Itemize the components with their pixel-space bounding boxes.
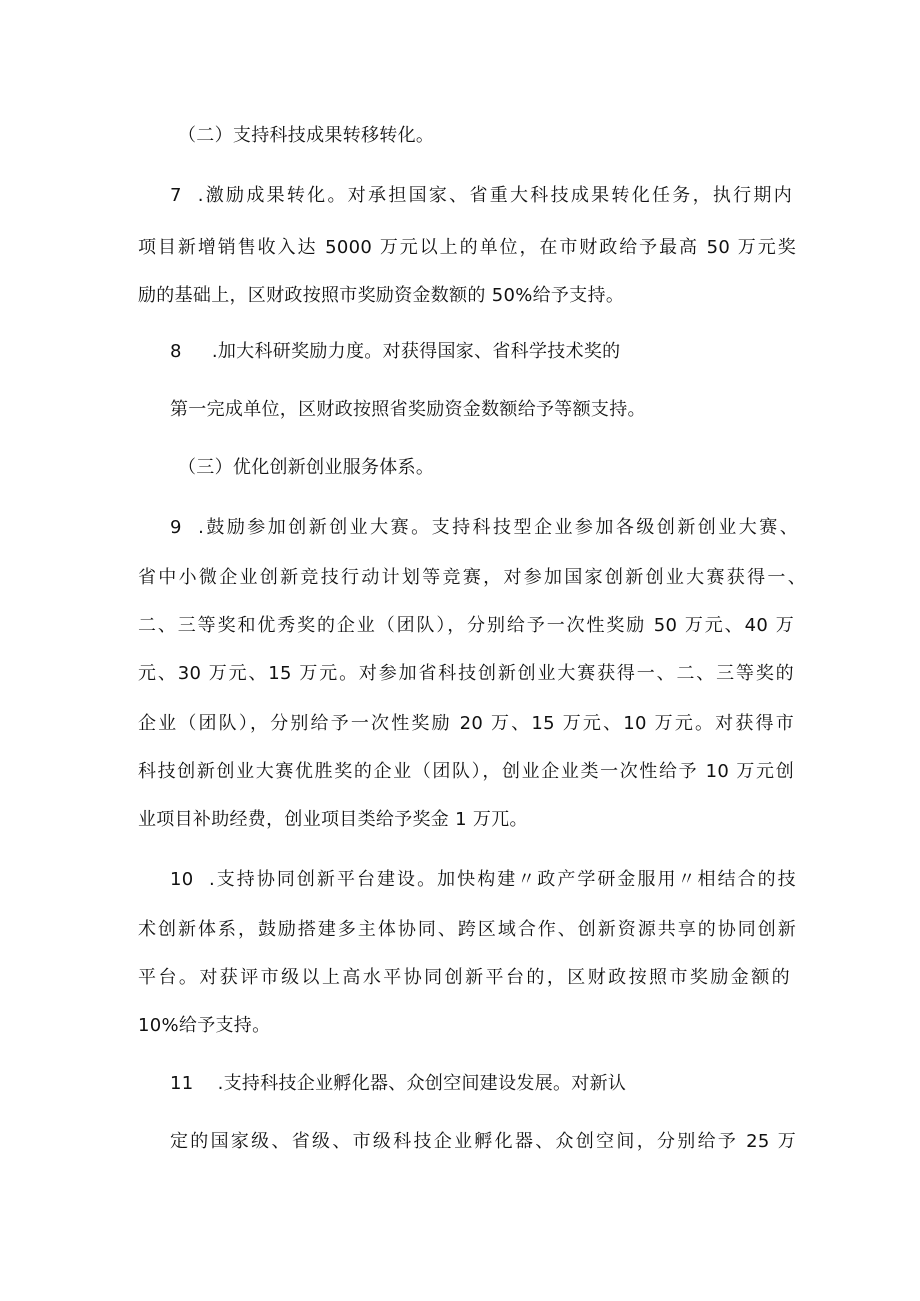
paragraph-9-line-2: 省中小微企业创新竞技行动计划等竞赛，对参加国家创新创业大赛获得一、 — [138, 567, 806, 588]
paragraph-9-line-6: 科技创新创业大赛优胜奖的企业（团队），创业企业类一次性给予 10 万元创 — [138, 761, 794, 782]
paragraph-10-line-3: 平台。对获评市级以上高水平协同创新平台的，区财政按照市奖励金额的 — [138, 967, 790, 988]
paragraph-8-line-2: 第一完成单位，区财政按照省奖励资金数额给予等额支持。 — [170, 399, 646, 420]
paragraph-8-line-1: 8 .加大科研奖励力度。对获得国家、省科学技术奖的 — [170, 341, 621, 362]
section-heading-3: （三）优化创新创业服务体系。 — [178, 457, 435, 478]
paragraph-9-line-5: 企业（团队），分别给予一次性奖励 20 万、15 万元、10 万元。对获得市 — [138, 713, 794, 734]
paragraph-9-line-1: 9 .鼓励参加创新创业大赛。支持科技型企业参加各级创新创业大赛、 — [170, 517, 798, 538]
section-heading-2: （二）支持科技成果转移转化。 — [178, 125, 435, 146]
paragraph-11-line-2: 定的国家级、省级、市级科技企业孵化器、众创空间，分别给予 25 万 — [170, 1131, 796, 1152]
paragraph-7-line-2: 项目新增销售收入达 5000 万元以上的单位，在市财政给予最高 50 万元奖 — [138, 237, 796, 258]
paragraph-7-line-1: 7 .激励成果转化。对承担国家、省重大科技成果转化任务，执行期内 — [170, 185, 792, 206]
paragraph-9-line-4: 元、30 万元、15 万元。对参加省科技创新创业大赛获得一、二、三等奖的 — [138, 663, 794, 684]
paragraph-10-line-4: 10%给予支持。 — [138, 1015, 271, 1036]
paragraph-9-line-7: 业项目补助经费，创业项目类给予奖金 1 万兀。 — [138, 809, 528, 830]
paragraph-10-line-1: 10 .支持协同创新平台建设。加快构建〃政产学研金服用〃相结合的技 — [170, 869, 796, 890]
paragraph-7-line-3: 励的基础上，区财政按照市奖励资金数额的 50%给予支持。 — [138, 285, 625, 306]
paragraph-9-line-3: 二、三等奖和优秀奖的企业（团队），分别给予一次性奖励 50 万元、40 万 — [138, 615, 794, 636]
paragraph-11-line-1: 11 .支持科技企业孵化器、众创空间建设发展。对新认 — [170, 1073, 627, 1094]
paragraph-10-line-2: 术创新体系，鼓励搭建多主体协同、跨区域合作、创新资源共享的协同创新 — [138, 919, 796, 940]
